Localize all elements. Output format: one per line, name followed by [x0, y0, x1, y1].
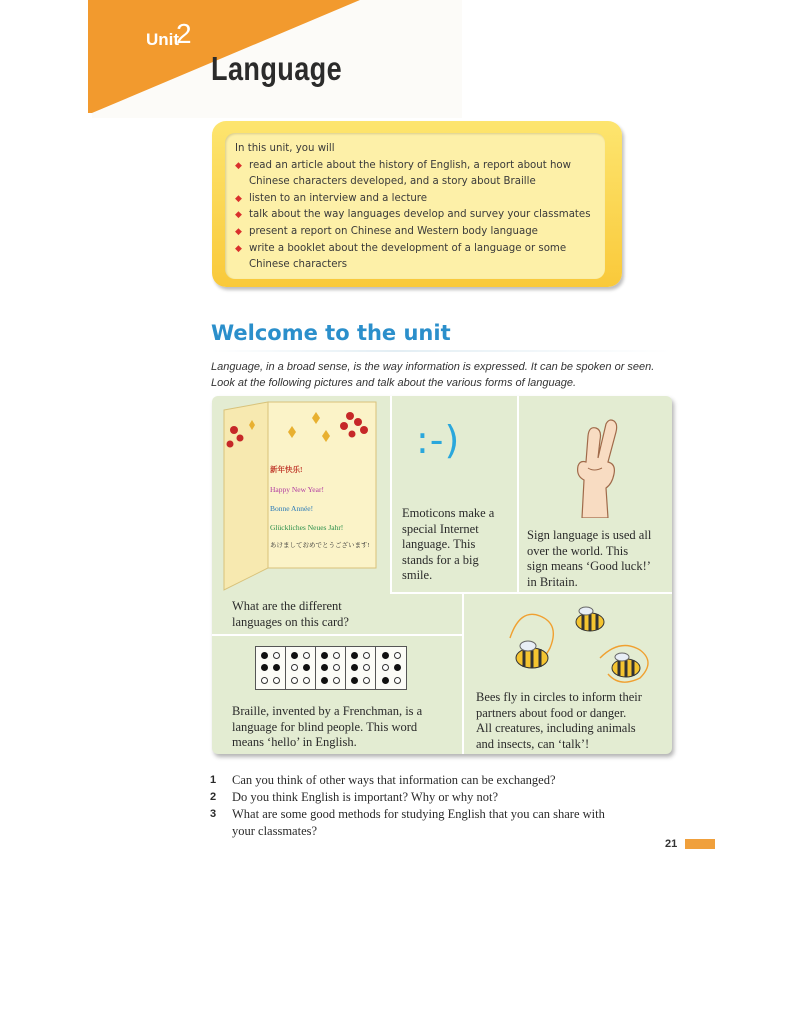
page-number-bar: [685, 839, 715, 849]
braille-dot-flat: [333, 652, 340, 659]
unit-objectives-inner: [225, 133, 605, 279]
braille-cell: [256, 647, 286, 689]
braille-dot-flat: [273, 652, 280, 659]
objective-item: ◆ read an article about the history of English, a report about how: [235, 158, 591, 175]
emoticon-caption: Emoticons make a special Internet language. This stands for a big smile.: [402, 506, 495, 582]
braille-dot-flat: [363, 652, 370, 659]
question-item: 1 Can you think of other ways that information can be exchanged?: [210, 773, 556, 787]
braille-dot-raised: [382, 677, 389, 684]
braille-dot-flat: [273, 677, 280, 684]
braille-dot-raised: [382, 652, 389, 659]
panel-divider: [390, 592, 672, 594]
card-line-english: Happy New Year!: [270, 485, 324, 494]
braille-dot-raised: [273, 664, 280, 671]
braille-cell: [286, 647, 316, 689]
braille-dot-flat: [261, 677, 268, 684]
bee-icon: [576, 607, 604, 631]
braille-cell: [376, 647, 406, 689]
unit-number: 2: [176, 18, 192, 49]
braille-dot-raised: [321, 652, 328, 659]
braille-dot-flat: [363, 677, 370, 684]
objectives-lead: In this unit, you will: [235, 143, 335, 154]
smiley-emoticon: :-): [416, 418, 461, 462]
braille-dot-raised: [351, 652, 358, 659]
sign-language-caption: Sign language is used all over the world. This sign means ‘Good luck!’ in Britain.: [527, 528, 652, 589]
braille-dot-flat: [291, 677, 298, 684]
panel-divider: [390, 396, 392, 592]
braille-dot-flat: [382, 664, 389, 671]
braille-dot-raised: [321, 664, 328, 671]
question-item: 3 What are some good methods for studying English that you can share with: [210, 807, 605, 821]
braille-dot-flat: [291, 664, 298, 671]
discussion-questions: [210, 772, 605, 840]
unit-title: Language: [211, 50, 343, 87]
unit-label: Unit: [146, 30, 180, 49]
heading-rule: [211, 350, 671, 352]
crossed-fingers-hand-illustration: [562, 418, 632, 518]
objective-item: ◆ listen to an interview and a lecture: [235, 191, 591, 208]
card-line-french: Bonne Année!: [270, 504, 314, 513]
question-item: 2 Do you think English is important? Why or why not?: [210, 790, 499, 804]
objective-item-continued: Chinese characters developed, and a story about Braille: [249, 176, 536, 188]
description-line: Look at the following pictures and talk about the various forms of language.: [211, 376, 577, 389]
page-number: 21: [665, 838, 678, 850]
braille-dot-flat: [333, 664, 340, 671]
objective-item: ◆ present a report on Chinese and Western body language: [235, 224, 591, 241]
panel-divider: [212, 634, 464, 636]
braille-caption: Braille, invented by a Frenchman, is a language for blind people. This word means ‘hello’ in English.: [232, 704, 423, 749]
welcome-heading: Welcome to the unit: [211, 321, 451, 345]
panel-divider: [462, 592, 464, 754]
braille-dot-raised: [351, 664, 358, 671]
card-line-japanese: あけましておめでとうございます!: [270, 542, 370, 549]
braille-dot-flat: [394, 652, 401, 659]
unit-objectives-box: [212, 121, 622, 287]
description-line: Language, in a broad sense, is the way information is expressed. It can be spoken or seen.: [211, 361, 655, 373]
braille-cell: [346, 647, 376, 689]
braille-dot-raised: [261, 664, 268, 671]
braille-dot-flat: [303, 652, 310, 659]
bee-icon: [612, 653, 640, 677]
card-caption: What are the different languages on this card?: [232, 599, 349, 629]
question-item-continued: your classmates?: [232, 824, 318, 838]
objective-item: ◆ write a booklet about the development of a language or some: [235, 241, 591, 258]
card-line-chinese: 新年快乐!: [270, 465, 303, 474]
braille-dot-raised: [291, 652, 298, 659]
bee-icon: [516, 641, 548, 668]
braille-dot-flat: [363, 664, 370, 671]
braille-dot-flat: [394, 677, 401, 684]
braille-dot-flat: [333, 677, 340, 684]
braille-dot-flat: [303, 677, 310, 684]
braille-dot-raised: [321, 677, 328, 684]
braille-grid: [255, 646, 407, 690]
card-line-german: Glückliches Neues Jahr!: [270, 523, 344, 532]
welcome-description: [211, 360, 681, 391]
bees-illustration: [500, 598, 660, 690]
braille-dot-raised: [351, 677, 358, 684]
objective-item-continued: Chinese characters: [249, 259, 348, 271]
braille-dot-raised: [261, 652, 268, 659]
braille-dot-raised: [303, 664, 310, 671]
bees-caption: Bees fly in circles to inform their partners about food or danger. All creatures, including animals and insects, can ‘talk’!: [476, 690, 642, 751]
forms-of-language-panel: [212, 396, 672, 754]
braille-dot-raised: [394, 664, 401, 671]
panel-divider: [517, 396, 519, 592]
unit-objectives-text: [235, 141, 591, 274]
braille-cell: [316, 647, 346, 689]
objective-item: ◆ talk about the way languages develop and survey your classmates: [235, 207, 591, 224]
greeting-card-illustration: [220, 400, 380, 595]
